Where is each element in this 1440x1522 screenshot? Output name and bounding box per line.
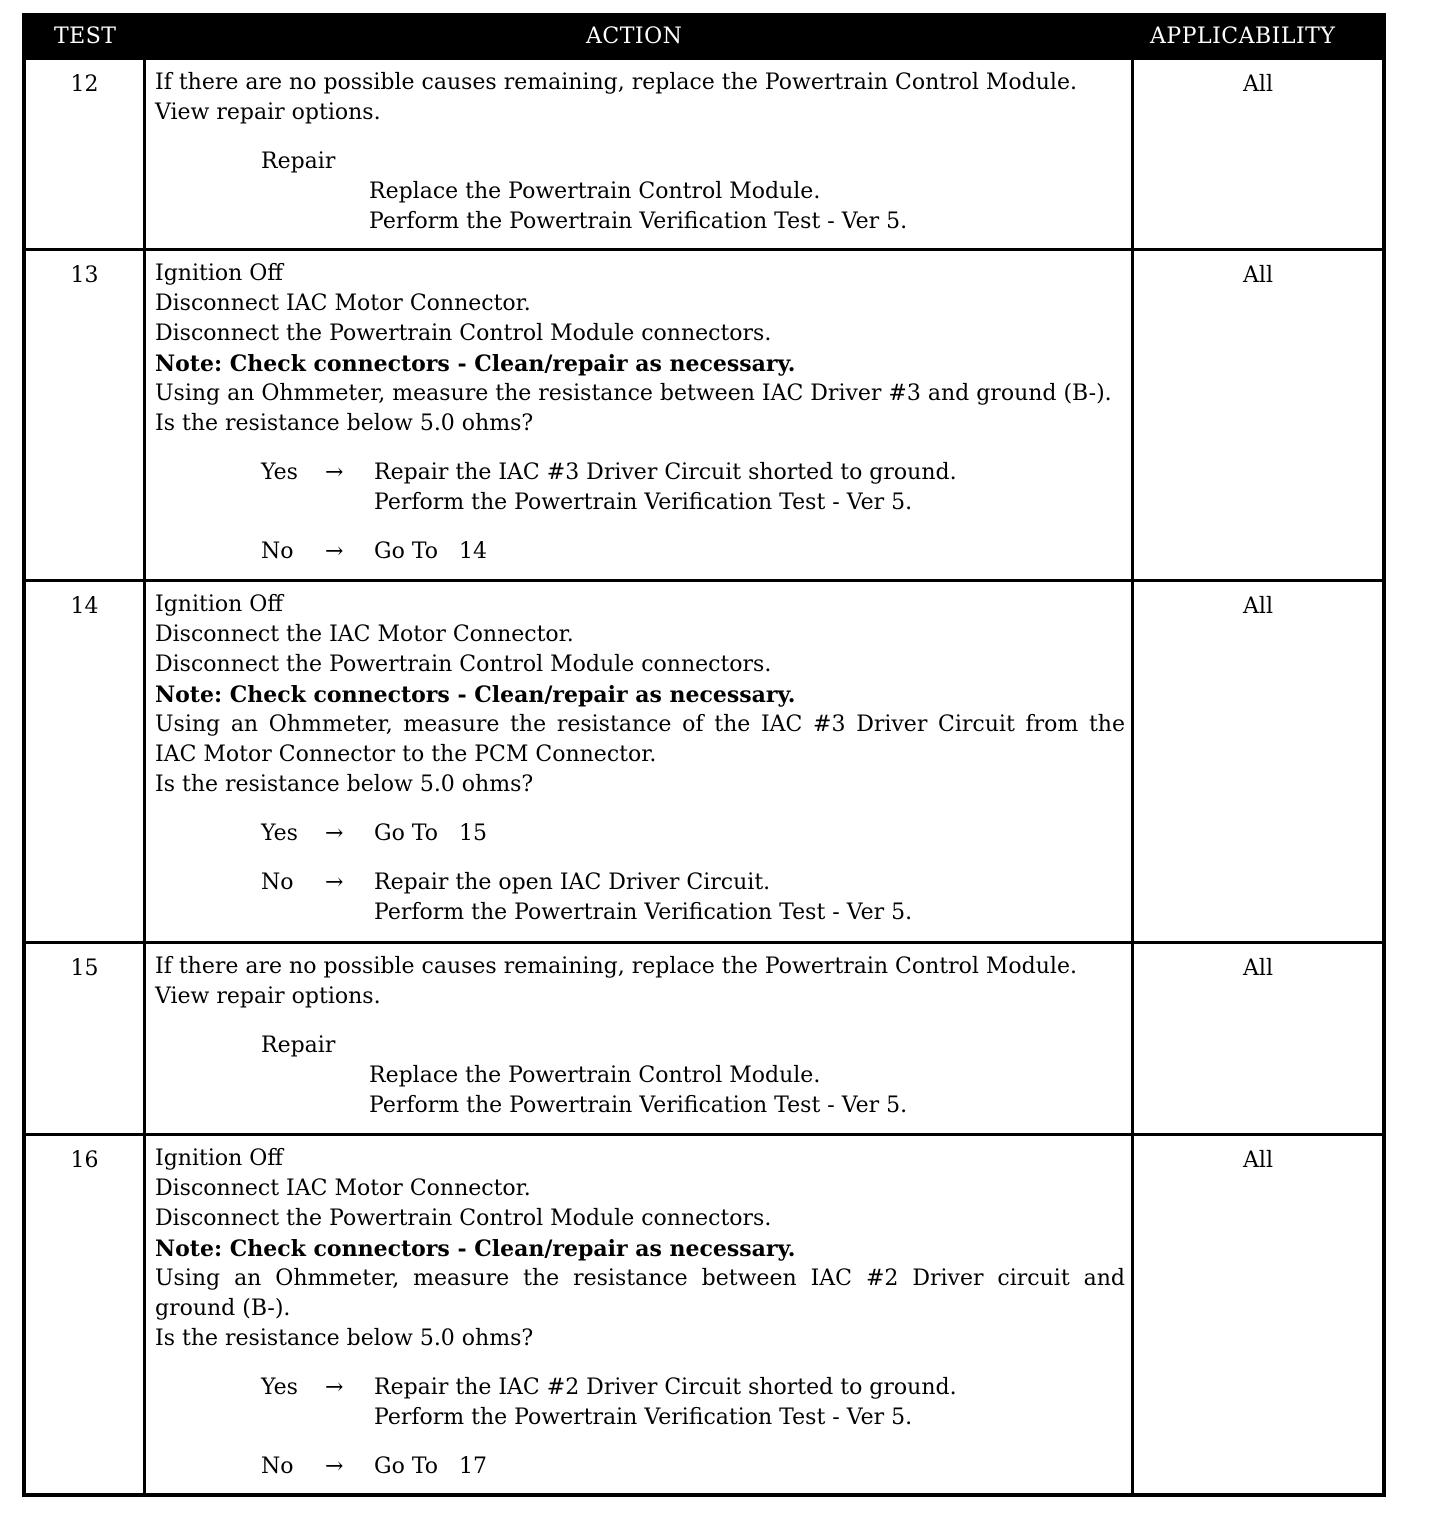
no-result: Repair the open IAC Driver Circuit. [374,870,771,895]
no-result-line: Perform the Powertrain Verification Test - Ver 5. [374,900,913,925]
action-line: View repair options. [155,984,381,1009]
no-option [155,1452,1125,1482]
action-line: Ignition Off [155,1146,283,1171]
applicability: All [1243,594,1273,619]
test-number: 13 [26,251,146,579]
yes-result: Repair the IAC #3 Driver Circuit shorted to ground. [374,460,957,485]
action-line: Disconnect IAC Motor Connector. [155,1176,531,1201]
action-cell [146,60,1134,248]
action-line: Ignition Off [155,261,283,286]
action-line: Is the resistance below 5.0 ohms? [155,411,534,436]
no-result: Go To 14 [374,539,487,564]
yes-label: Yes [261,1375,298,1400]
arrow-icon: → [325,821,344,846]
action-line: Disconnect IAC Motor Connector. [155,291,531,316]
action-line: If there are no possible causes remaining, replace the Powertrain Control Module. [155,70,1077,95]
action-line: Using an Ohmmeter, measure the resistance of the IAC #3 Driver Circuit from the [155,712,1125,737]
repair-label: Repair [261,149,336,174]
arrow-icon: → [325,460,344,485]
yes-option [155,1373,1125,1403]
table-row-test-15 [26,941,1382,1133]
table-row-test-12 [26,57,1382,248]
repair-line: Replace the Powertrain Control Module. [369,1063,821,1088]
yes-label: Yes [261,460,298,485]
yes-result-line: Perform the Powertrain Verification Test - Ver 5. [374,1405,913,1430]
applicability: All [1243,1148,1273,1173]
no-option [155,868,1125,898]
no-label: No [261,1454,294,1479]
test-number: 16 [26,1136,146,1493]
action-line: Using an Ohmmeter, measure the resistance between IAC Driver #3 and ground (B-). [155,381,1112,406]
action-line: Disconnect the Powertrain Control Module connectors. [155,321,772,346]
action-line: Using an Ohmmeter, measure the resistance between IAC #2 Driver circuit and [155,1266,1125,1291]
action-line: View repair options. [155,100,381,125]
header-test: TEST [54,24,117,49]
table-row-test-14 [26,579,1382,941]
arrow-icon: → [325,870,344,895]
action-line: Disconnect the IAC Motor Connector. [155,622,574,647]
arrow-icon: → [325,1375,344,1400]
note-line: Note: Check connectors - Clean/repair as necessary. [155,351,796,377]
yes-result-line: Perform the Powertrain Verification Test - Ver 5. [374,490,913,515]
action-line: ground (B-). [155,1296,291,1321]
action-line: If there are no possible causes remaining, replace the Powertrain Control Module. [155,954,1077,979]
action-line: IAC Motor Connector to the PCM Connector. [155,742,657,767]
table-row-test-16 [26,1133,1382,1493]
action-line: Is the resistance below 5.0 ohms? [155,1326,534,1351]
yes-result: Repair the IAC #2 Driver Circuit shorted to ground. [374,1375,957,1400]
header-applicability: APPLICABILITY [1150,24,1336,49]
table-row-test-13 [26,248,1382,579]
action-cell [146,944,1134,1133]
no-option [155,537,1125,567]
arrow-icon: → [325,539,344,564]
test-number: 12 [26,60,146,248]
action-line: Disconnect the Powertrain Control Module connectors. [155,652,772,677]
yes-option [155,458,1125,488]
no-label: No [261,870,294,895]
action-cell [146,1136,1134,1493]
repair-line: Replace the Powertrain Control Module. [369,179,821,204]
note-line: Note: Check connectors - Clean/repair as necessary. [155,682,796,708]
test-number: 14 [26,582,146,941]
action-line: Disconnect the Powertrain Control Module connectors. [155,1206,772,1231]
yes-result: Go To 15 [374,821,487,846]
yes-label: Yes [261,821,298,846]
action-cell [146,251,1134,579]
no-result: Go To 17 [374,1454,487,1479]
arrow-icon: → [325,1454,344,1479]
note-line: Note: Check connectors - Clean/repair as necessary. [155,1236,796,1262]
action-line: Is the resistance below 5.0 ohms? [155,772,534,797]
action-line: Ignition Off [155,592,283,617]
applicability: All [1243,263,1273,288]
header-action: ACTION [586,24,683,49]
table-header [26,17,1382,57]
diagnostic-test-table [22,13,1386,1497]
repair-label: Repair [261,1033,336,1058]
yes-option [155,819,1125,849]
repair-line: Perform the Powertrain Verification Test - Ver 5. [369,1093,908,1118]
repair-line: Perform the Powertrain Verification Test - Ver 5. [369,209,908,234]
no-label: No [261,539,294,564]
action-cell [146,582,1134,941]
test-number: 15 [26,944,146,1133]
applicability: All [1243,72,1273,97]
applicability: All [1243,956,1273,981]
